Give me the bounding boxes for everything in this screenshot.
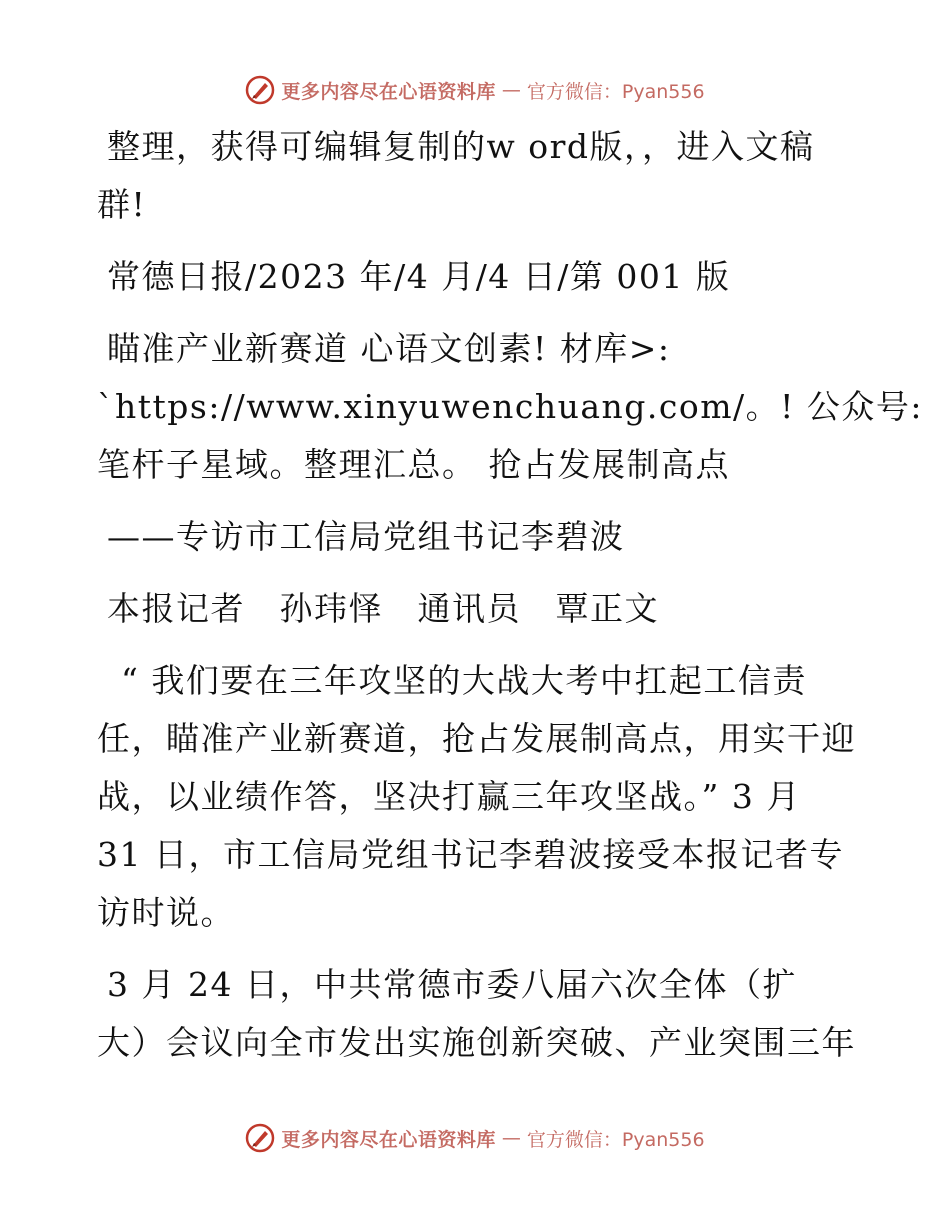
banner-dash: — xyxy=(501,1127,521,1149)
header-banner xyxy=(0,70,950,110)
text-line: 群! xyxy=(97,185,147,224)
paragraph-intro xyxy=(97,118,867,234)
document-body xyxy=(97,118,924,1086)
paragraph-quote xyxy=(97,652,867,942)
pen-circle-logo-icon xyxy=(245,75,275,105)
text-line: 任，瞄准产业新赛道，抢占发展制高点，用实干迎 xyxy=(97,719,856,758)
text-line: 笔杆子星域。整理汇总。 抢占发展制高点 xyxy=(97,445,730,484)
text-line: 3 月 24 日，中共常德市委八届六次全体（扩 xyxy=(107,965,797,1004)
paragraph-meeting xyxy=(97,956,867,1072)
paragraph-subtitle xyxy=(97,508,867,566)
banner-dash: — xyxy=(501,79,521,101)
text-line: 战，以业绩作答，坚决打赢三年攻坚战。” 3 月 xyxy=(97,777,801,816)
text-line: 本报记者 孙玮怿 通讯员 覃正文 xyxy=(107,589,659,628)
footer-banner xyxy=(0,1118,950,1158)
text-line: “ 我们要在三年攻坚的大战大考中扛起工信责 xyxy=(121,661,807,700)
text-line: 整理，获得可编辑复制的w ord版，，进入文稿 xyxy=(107,127,815,166)
text-line: 大）会议向全市发出实施创新突破、产业突围三年 xyxy=(97,1023,856,1062)
paragraph-headline xyxy=(97,320,924,494)
text-line: 常德日报/2023 年/4 月/4 日/第 001 版 xyxy=(107,257,731,296)
text-line: 瞄准产业新赛道 心语文创素! 材库>: xyxy=(107,329,671,368)
banner-wechat: 官方微信：Pyan556 xyxy=(526,1128,705,1151)
banner-text: 更多内容尽在心语资料库 xyxy=(281,80,496,103)
text-line: ——专访市工信局党组书记李碧波 xyxy=(107,517,625,556)
banner-wechat: 官方微信：Pyan556 xyxy=(526,80,705,103)
text-line: `https://www.xinyuwenchuang.com/。! 公众号: xyxy=(97,387,924,426)
paragraph-byline xyxy=(97,580,867,638)
banner-text: 更多内容尽在心语资料库 xyxy=(281,1128,496,1151)
paragraph-source xyxy=(97,248,867,306)
pen-circle-logo-icon xyxy=(245,1123,275,1153)
text-line: 访时说。 xyxy=(97,893,235,932)
text-line: 31 日，市工信局党组书记李碧波接受本报记者专 xyxy=(97,835,844,874)
